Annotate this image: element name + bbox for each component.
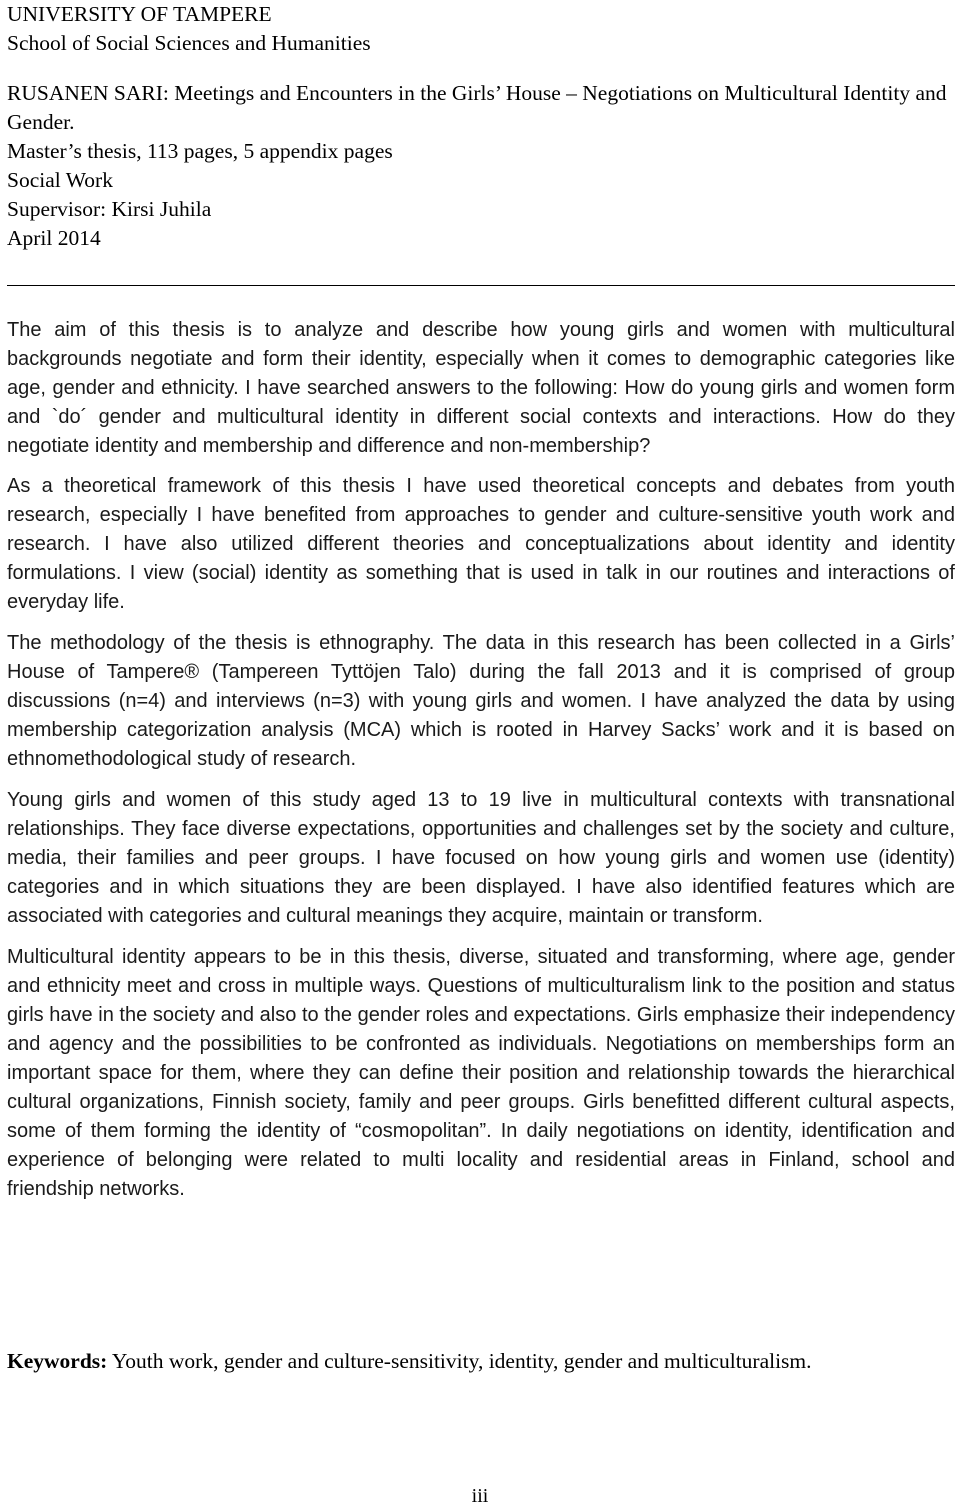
keywords-line: [7, 1347, 955, 1376]
abstract-paragraph: Young girls and women of this study aged 13 to 19 live in multicultural contexts with transnational relationships. They face diverse expectations, opportunities and challenges set by the society and culture, media, their families and peer groups. I have focused on how young girls and women use (identity) categories and in which situations they are been displayed. I have also identified features which are associated with categories and cultural meanings they acquire, maintain or transform.: [7, 789, 955, 927]
school-name: School of Social Sciences and Humanities: [7, 31, 371, 55]
thesis-info: Master’s thesis, 113 pages, 5 appendix pages: [7, 139, 393, 163]
abstract-paragraph: The methodology of the thesis is ethnography. The data in this research has been collected in a Girls’ House of Tampere® (Tampereen Tyttöjen Talo) during the fall 2013 and it is comprised of group discussions (n=4) and interviews (n=3) with young girls and women. I have analyzed the data by using membership categorization analysis (MCA) which is rooted in Harvey Sacks’ work and it is based on ethnomethodological study of research.: [7, 632, 955, 770]
thesis-title: RUSANEN SARI: Meetings and Encounters in the Girls’ House – Negotiations on Multicultural Identity and Gender.: [7, 81, 947, 134]
date: April 2014: [7, 226, 101, 250]
abstract-paragraph: The aim of this thesis is to analyze and describe how young girls and women with multicultural backgrounds negotiate and form their identity, especially when it comes to demographic categories like age, gender and ethnicity. I have searched answers to the following: How do young girls and women form and `do´ gender and multicultural identity in different social contexts and interactions. How do they negotiate identity and membership and difference and non-membership?: [7, 319, 955, 457]
abstract-paragraph: As a theoretical framework of this thesis I have used theoretical concepts and debates from youth research, especially I have benefited from approaches to gender and culture-sensitive youth work and research. I have also utilized different theories and conceptualizations about identity and identity formulations. I view (social) identity as something that is used in talk in our routines and interactions of everyday life.: [7, 475, 955, 613]
subject: Social Work: [7, 168, 113, 192]
header-spacer: [7, 58, 955, 79]
page-number: iii: [471, 1485, 489, 1507]
header-divider: [7, 285, 955, 286]
keywords-text: Youth work, gender and culture-sensitivity, identity, gender and multiculturalism.: [107, 1349, 812, 1373]
thesis-header: [7, 0, 955, 253]
supervisor: Supervisor: Kirsi Juhila: [7, 197, 212, 221]
abstract-body: [7, 316, 955, 1216]
keywords-label: Keywords:: [7, 1349, 108, 1373]
university-name: UNIVERSITY OF TAMPERE: [7, 2, 272, 26]
abstract-paragraph: Multicultural identity appears to be in this thesis, diverse, situated and transforming, where age, gender and ethnicity meet and cross in multiple ways. Questions of multiculturalism link to the position and status girls have in the society and also to the gender roles and expectations. Girls emphasize their independency and agency and the possibilities to be confronted as individuals. Negotiations on memberships form an important space for them, where they can define their position and relationship towards the hierarchical cultural organizations, Finnish society, family and peer groups. Girls benefitted different cultural aspects, some of them forming the identity of “cosmopolitan”. In daily negotiations on identity, identification and experience of belonging were related to multi locality and residential areas in Finland, school and friendship networks.: [7, 946, 955, 1200]
